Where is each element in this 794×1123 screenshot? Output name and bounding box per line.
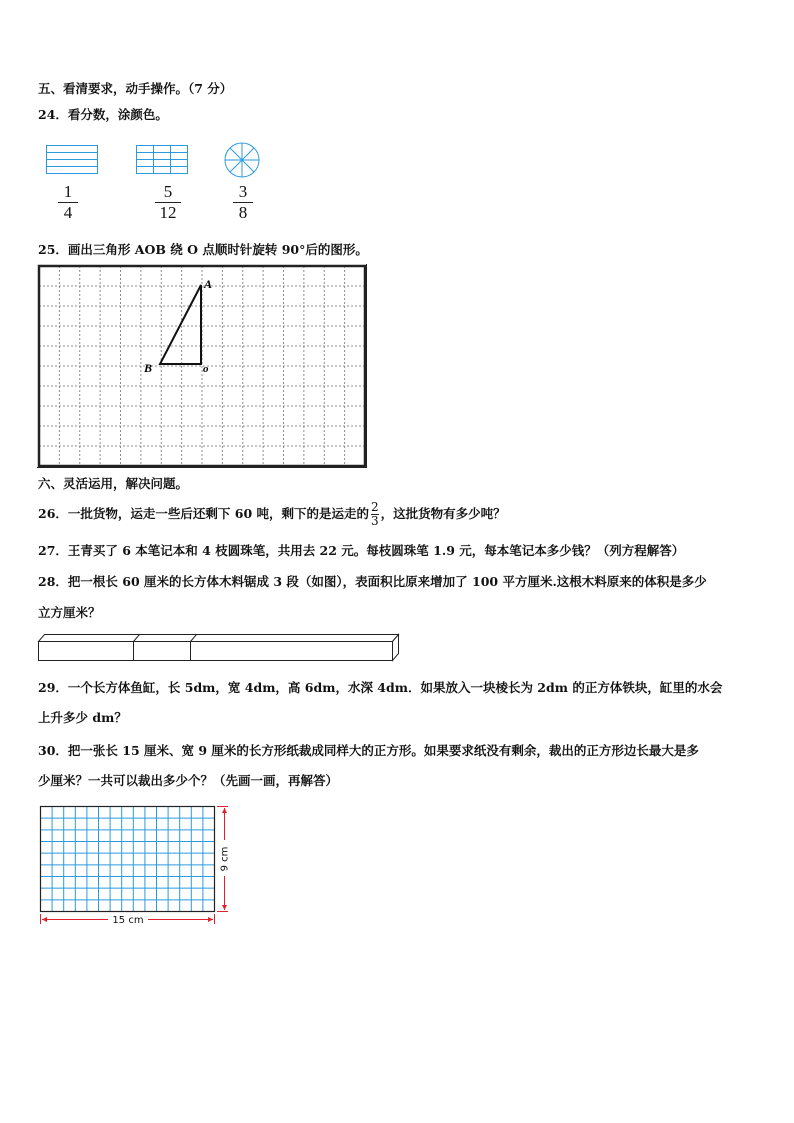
- question-25: 25．画出三角形 AOB 绕 O 点顺时针旋转 90°后的图形。: [38, 242, 368, 257]
- fraction-three-eighths: [233, 183, 253, 222]
- wood-beam-figure: [37, 632, 403, 664]
- question-24: 24．看分数，涂颜色。: [38, 107, 168, 122]
- width-label-15cm: 15 cm: [112, 915, 144, 926]
- fraction-numerator: 1: [63, 182, 73, 201]
- fraction-denominator: 12: [159, 203, 177, 222]
- fraction-one-quarter: [58, 183, 78, 222]
- question-30-line-1: 30．把一张长 15 厘米、宽 9 厘米的长方形纸裁成同样大的正方形。如果要求纸没有剩余，裁出的正方形边长最大是多: [38, 743, 699, 758]
- section-6-title: 六、灵活运用，解决问题。: [38, 476, 189, 491]
- fraction-numerator: 2: [371, 500, 379, 514]
- question-28-line-1: 28．把一根长 60 厘米的长方体木料锯成 3 段（如图），表面积比原来增加了 100 平方厘米.这根木料原来的体积是多少: [38, 574, 707, 589]
- grid-paper-figure: [34, 800, 244, 928]
- fraction-five-twelfths: [155, 183, 181, 222]
- question-29-line-1: 29．一个长方体鱼缸，长 5dm，宽 4dm，高 6dm，水深 4dm．如果放入一块棱长为 2dm 的正方体铁块，缸里的水会: [38, 680, 723, 695]
- fraction-figure-circle-eighths: [223, 141, 261, 179]
- triangle-aob: [160, 285, 201, 364]
- question-26-text-after: ，这批货物有多少吨？: [380, 506, 506, 521]
- fraction-denominator: 4: [63, 203, 73, 222]
- fraction-denominator: 8: [238, 203, 248, 222]
- rotation-grid: [37, 264, 369, 470]
- question-26: [38, 493, 506, 535]
- fraction-numerator: 3: [238, 182, 248, 201]
- fraction-denominator: 3: [371, 514, 379, 528]
- question-28-line-2: 立方厘米？: [38, 605, 101, 620]
- point-o-label: o: [203, 363, 209, 375]
- inline-fraction-two-thirds: [371, 501, 379, 528]
- question-26-text-before: 26．一批货物，运走一些后还剩下 60 吨，剩下的是运走的: [38, 506, 369, 521]
- fraction-figure-twelfths: [136, 145, 190, 175]
- section-5-title: 五、看清要求，动手操作。（7 分）: [38, 81, 233, 96]
- height-label-9cm: 9 cm: [219, 846, 231, 872]
- question-30-line-2: 少厘米？一共可以裁出多少个？（先画一画，再解答）: [38, 773, 339, 788]
- point-a-label: A: [204, 277, 213, 291]
- question-29-line-2: 上升多少 dm？: [38, 710, 127, 725]
- fraction-figure-quarters: [46, 145, 100, 175]
- point-b-label: B: [144, 361, 153, 375]
- question-27: 27．王青买了 6 本笔记本和 4 枝圆珠笔，共用去 22 元。每枝圆珠笔 1.9 元，每本笔记本多少钱？（列方程解答）: [38, 543, 685, 558]
- fraction-numerator: 5: [163, 182, 173, 201]
